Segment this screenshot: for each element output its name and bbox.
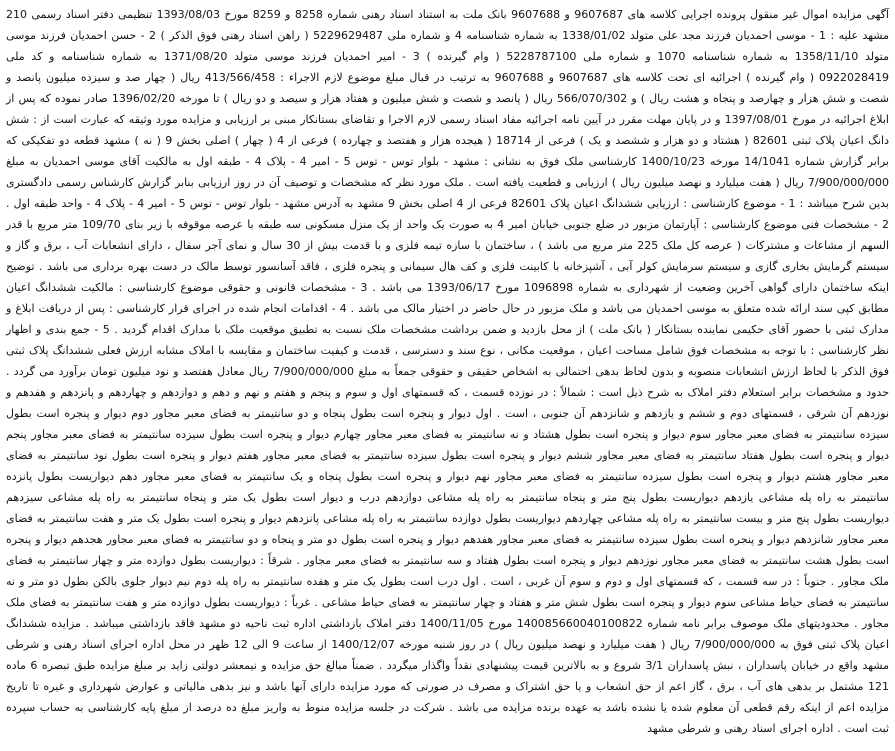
notice-body-text: آگهی مزایده اموال غیر منقول پرونده اجرایی کلاسه های 9607687 و 9607688 بانک ملت به استناد اسناد رهنی شماره 8258 و 8259 مورخ 1393/08/03 تنظیمی دفتر اسناد رسمی 210 مشهد علیه : 1 - موسی احمدیان فرزند مجد علی متولد 1338/01/02 به شماره شناسنامه 4 و شماره ملی 5229629487 ( راهن اسناد رهنی فوق الذکر ) 2 - حسن احمدیان فرزند موسی متولد 1358/11/10 به شماره شناسنامه 1070 و شماره ملی 5228787100 ( وام گیرنده ) 3 - امیر احمدیان فرزند موسی متولد 1371/08/20 به شماره شناسنامه و کد ملی 0922028419 ( وام گیرنده ) اجرائیه ای تحت کلاسه های 9607687 و 9607688 به ترتیب در قبال مبلغ موضوع لازم الاجراء : 413/566/458 ریال ( چهار صد و سیزده میلیون پانصد و شصت و شش هزار و چهارصد و پنجاه و هشت ریال ) و 566/070/302 ریال ( پانصد و شصت و شش میلیون و هفتاد هزار و سیصد و دو ریال ) تا مورخه 1396/02/20 صادر نموده که پس از ابلاغ اجرائیه در مورخ 1397/08/01 و در پایان مهلت مقرر در آیین نامه اجرائیه مفاد اسناد رسمی لازم الاجرا و تقاضای بستانکار مبنی بر ارزیابی و مزایده مورد وثیقه که عبارت است از : شش دانگ اعیان پلاک ثبتی 82601 ( هشتاد و دو هزار و ششصد و یک ) فرعی از 18714 ( هیجده هزار و هفتصد و چهارده ) فرعی از 4 ( چهار ) اصلی بخش 9 ( نه ) مشهد قطعه دو تفکیکی که برابر گزارش شماره 14/1041 مورخه 1400/10/23 کارشناسی ملک فوق به نشانی : مشهد - بلوار توس - توس 5 - امیر 4 - پلاک 4 - طبقه اول به مالکیت آقای موسی احمدیان به مبلغ 7/900/000/000 ریال ( هفت میلیارد و نهصد میلیون ریال ) ارزیابی و قطعیت یافته است . ملک مورد نظر که مشخصات و توصیف آن در روز ارزیابی بنابر گزارش کارشناس رسمی دادگستری بدین شرح میباشد : 1 - موضوع کارشناسی : ارزیابی ششدانگ اعیان پلاک 82601 فرعی از 4 اصلی بخش 9 مشهد به آدرس مشهد - بلوار توس - توس 5 - امیر 4 - پلاک 4 - واحد طبقه اول . 2 - مشخصات فنی موضوع کارشناسی : آپارتمان مزبور در ضلع جنوبی خیابان امیر 4 به صورت یک واحد از یک منزل مسکونی سه طبقه با عرصه موقوفه با زیر بنای 109/70 متر مربع با قدر السهم از مشاعات و مشترکات ( عرصه کل ملک 225 متر مربع می باشد ) ، ساختمان با سازه تیمه فلزی و با قدمت بیش از 30 سال و نمای آجر سفال ، دارای انشعابات آب ، برق و گاز و سیستم گرمایش بخاری گازی و سیستم سرمایش کولر آبی ، آشپزخانه با کابینت فلزی و کف هال سیمانی و پنجره فلزی ، فاقد آسانسور توسط مالک در دست بهره برداری می باشد . توضیح اینکه ساختمان دارای گواهی آخرین وضعیت از شهرداری به شماره 1096898 مورخ 1393/06/17 می باشد . 3 - مشخصات قانونی و حقوقی موضوع کارشناسی : مالکیت ششدانگ اعیان مطابق کپی سند ارائه شده متعلق به موسی احمدیان می باشد و ملک مزبور در حال حاضر در اختیار مالک می باشد . 4 - اقدامات انجام شده در اجرای قرار کارشناسی : پس از دریافت ابلاغ و مدارک ثبتی با حضور آقای حکیمی نماینده بستانکار ( بانک ملت ) از محل بازدید و ضمن برداشت مشخصات ملک نسبت به تطبیق موقعیت ملک با مدارک اقدام گردید . 5 - جمع بندی و اظهار نظر کارشناسی : با توجه به مشخصات فوق شامل مساحت اعیان ، موقعیت مکانی ، نوع سند و دسترسی ، قدمت و کیفیت ساختمان و مقایسه با املاک مشابه ارزش فعلی ششدانگ پلاک ثبتی فوق الذکر با لحاظ ارزش انشعابات منصوبه و بدون لحاظ بدهی احتمالی به اشخاص حقیقی و حقوقی جمعاً به مبلغ 7/900/000/000 ریال معادل هفتصد و نود میلیون تومان برآورد می گردد . حدود و مشخصات برابر استعلام دفتر املاک به شرح ذیل است : شمالاً : در نوزده قسمت ، که قسمتهای اول و سوم و پنجم و هفتم و نهم و دهم و دوازدهم و چهاردهم و پانزدهم و هفدهم و نوزدهم آن شرقی ، قسمتهای دوم و ششم و یازدهم و شانزدهم آن جنوبی ، است . اول دیوار و پنجره است بطول پنجاه و دو سانتیمتر به فضای معبر مجاور دوم دیوار و پنجره است بطول سیزده سانتیمتر به فضای معبر مجاور سوم دیوار و پنجره است بطول هشتاد و نه سانتیمتر به فضای معبر مجاور چهارم دیوار و پنجره است بطول سیزده سانتیمتر به فضای معبر مجاور پنجم دیوار و پنجره است بطول هفتاد سانتیمتر به فضای معبر مجاور ششم دیوار و پنجره است بطول سیزده سانتیمتر به فضای معبر مجاور هفتم دیوار و پنجره است بطول نود سانتیمتر به فضای معبر مجاور هشتم دیوار و پنجره است بطول سیزده سانتیمتر به فضای معبر مجاور نهم دیوار و پنجره است بطول پنجاه و یک سانتیمتر به فضای معبر مجاور دهم دیواریست بطول پانزده سانتیمتر به راه پله مشاعی یازدهم دیواریست بطول پنج متر و پنجاه سانتیمتر به راه پله مشاعی دوازدهم درب و دیوار است بطول یک متر و پنجاه سانتیمتر به راه پله مشاعی سیزدهم دیواریست بطول پنج متر و بیست سانتیمتر به راه پله مشاعی چهاردهم دیواریست بطول دوازده سانتیمتر به راه پله مشاعی پانزدهم دیوار و پنجره است بطول یک متر و هفت سانتیمتر به فضای معبر مجاور شانزدهم دیوار و پنجره است بطول سیزده سانتیمتر به فضای معبر مجاور هفدهم دیوار و پنجره است بطول دو متر و پنجاه و دو سانتیمتر به فضای معبر مجاور هجدهم دیوار و پنجره است بطول هشت سانتیمتر به فضای معبر مجاور نوزدهم دیوار و پنجره است بطول هفتاد و سه سانتیمتر به فضای معبر مجاور . شرقاً : دیواریست بطول دوازده متر و چهار سانتیمتر به فضای ملک مجاور . جنوباً : در سه قسمت ، که قسمتهای اول و دوم و سوم آن غربی ، است . اول درب است بطول یک متر و هفده سانتیمتر به راه پله دوم نیم دیوار جلوی بالکن بطول دو متر و نه سانتیمتر به فضای حیاط مشاعی سوم دیوار و پنجره است بطول شش متر و هفتاد و چهار سانتیمتر به فضای حیاط مشاعی . غرباً : دیواریست بطول دوازده متر و هفت سانتیمتر به فضای ملک مجاور . محدودیتهای ملک موصوف برابر نامه شماره 140085660040100822 مورخ 1400/11/05 دفتر املاک بازداشتی اداره ثبت ناحیه دو مشهد فاقد بازداشتی میباشد . مزایده ششدانگ اعیان پلاک ثبتی فوق به 7/900/000/000 ریال ( هفت میلیارد و نهصد میلیون ریال ) در روز شنبه مورخه 1400/12/07 از ساعت 9 الی 12 ظهر در محل اداره اجرای اسناد رهنی و شرطی مشهد واقع در خیابان پاسداران ، نبش پاسداران 3/1 شروع و به بالاترین قیمت پیشنهادی نقداً واگذار میگردد . ضمناً مبالغ حق مزایده و نیمعشر دولتی زاید بر مبلغ مزایده طبق تبصره 6 ماده 121 مشتمل بر بدهی های آب ، برق ، گاز اعم از حق انشعاب و یا حق اشتراک و مصرف در صورتی که مورد مزایده دارای آنها باشد و نیز بدهی مالیاتی و عوارض شهرداری و غیره تا تاریخ مزایده اعم از اینکه رقم قطعی آن معلوم شده یا نشده باشد به عهده برنده مزایده می باشد . شرکت در جلسه مزایده منوط به واریز مبلغ ده درصد از مبلغ پایه کارشناسی به حساب سپرده ثبت است . اداره اجرای اسناد رهنی و شرطی مشهد <box>6 8 890 735</box>
